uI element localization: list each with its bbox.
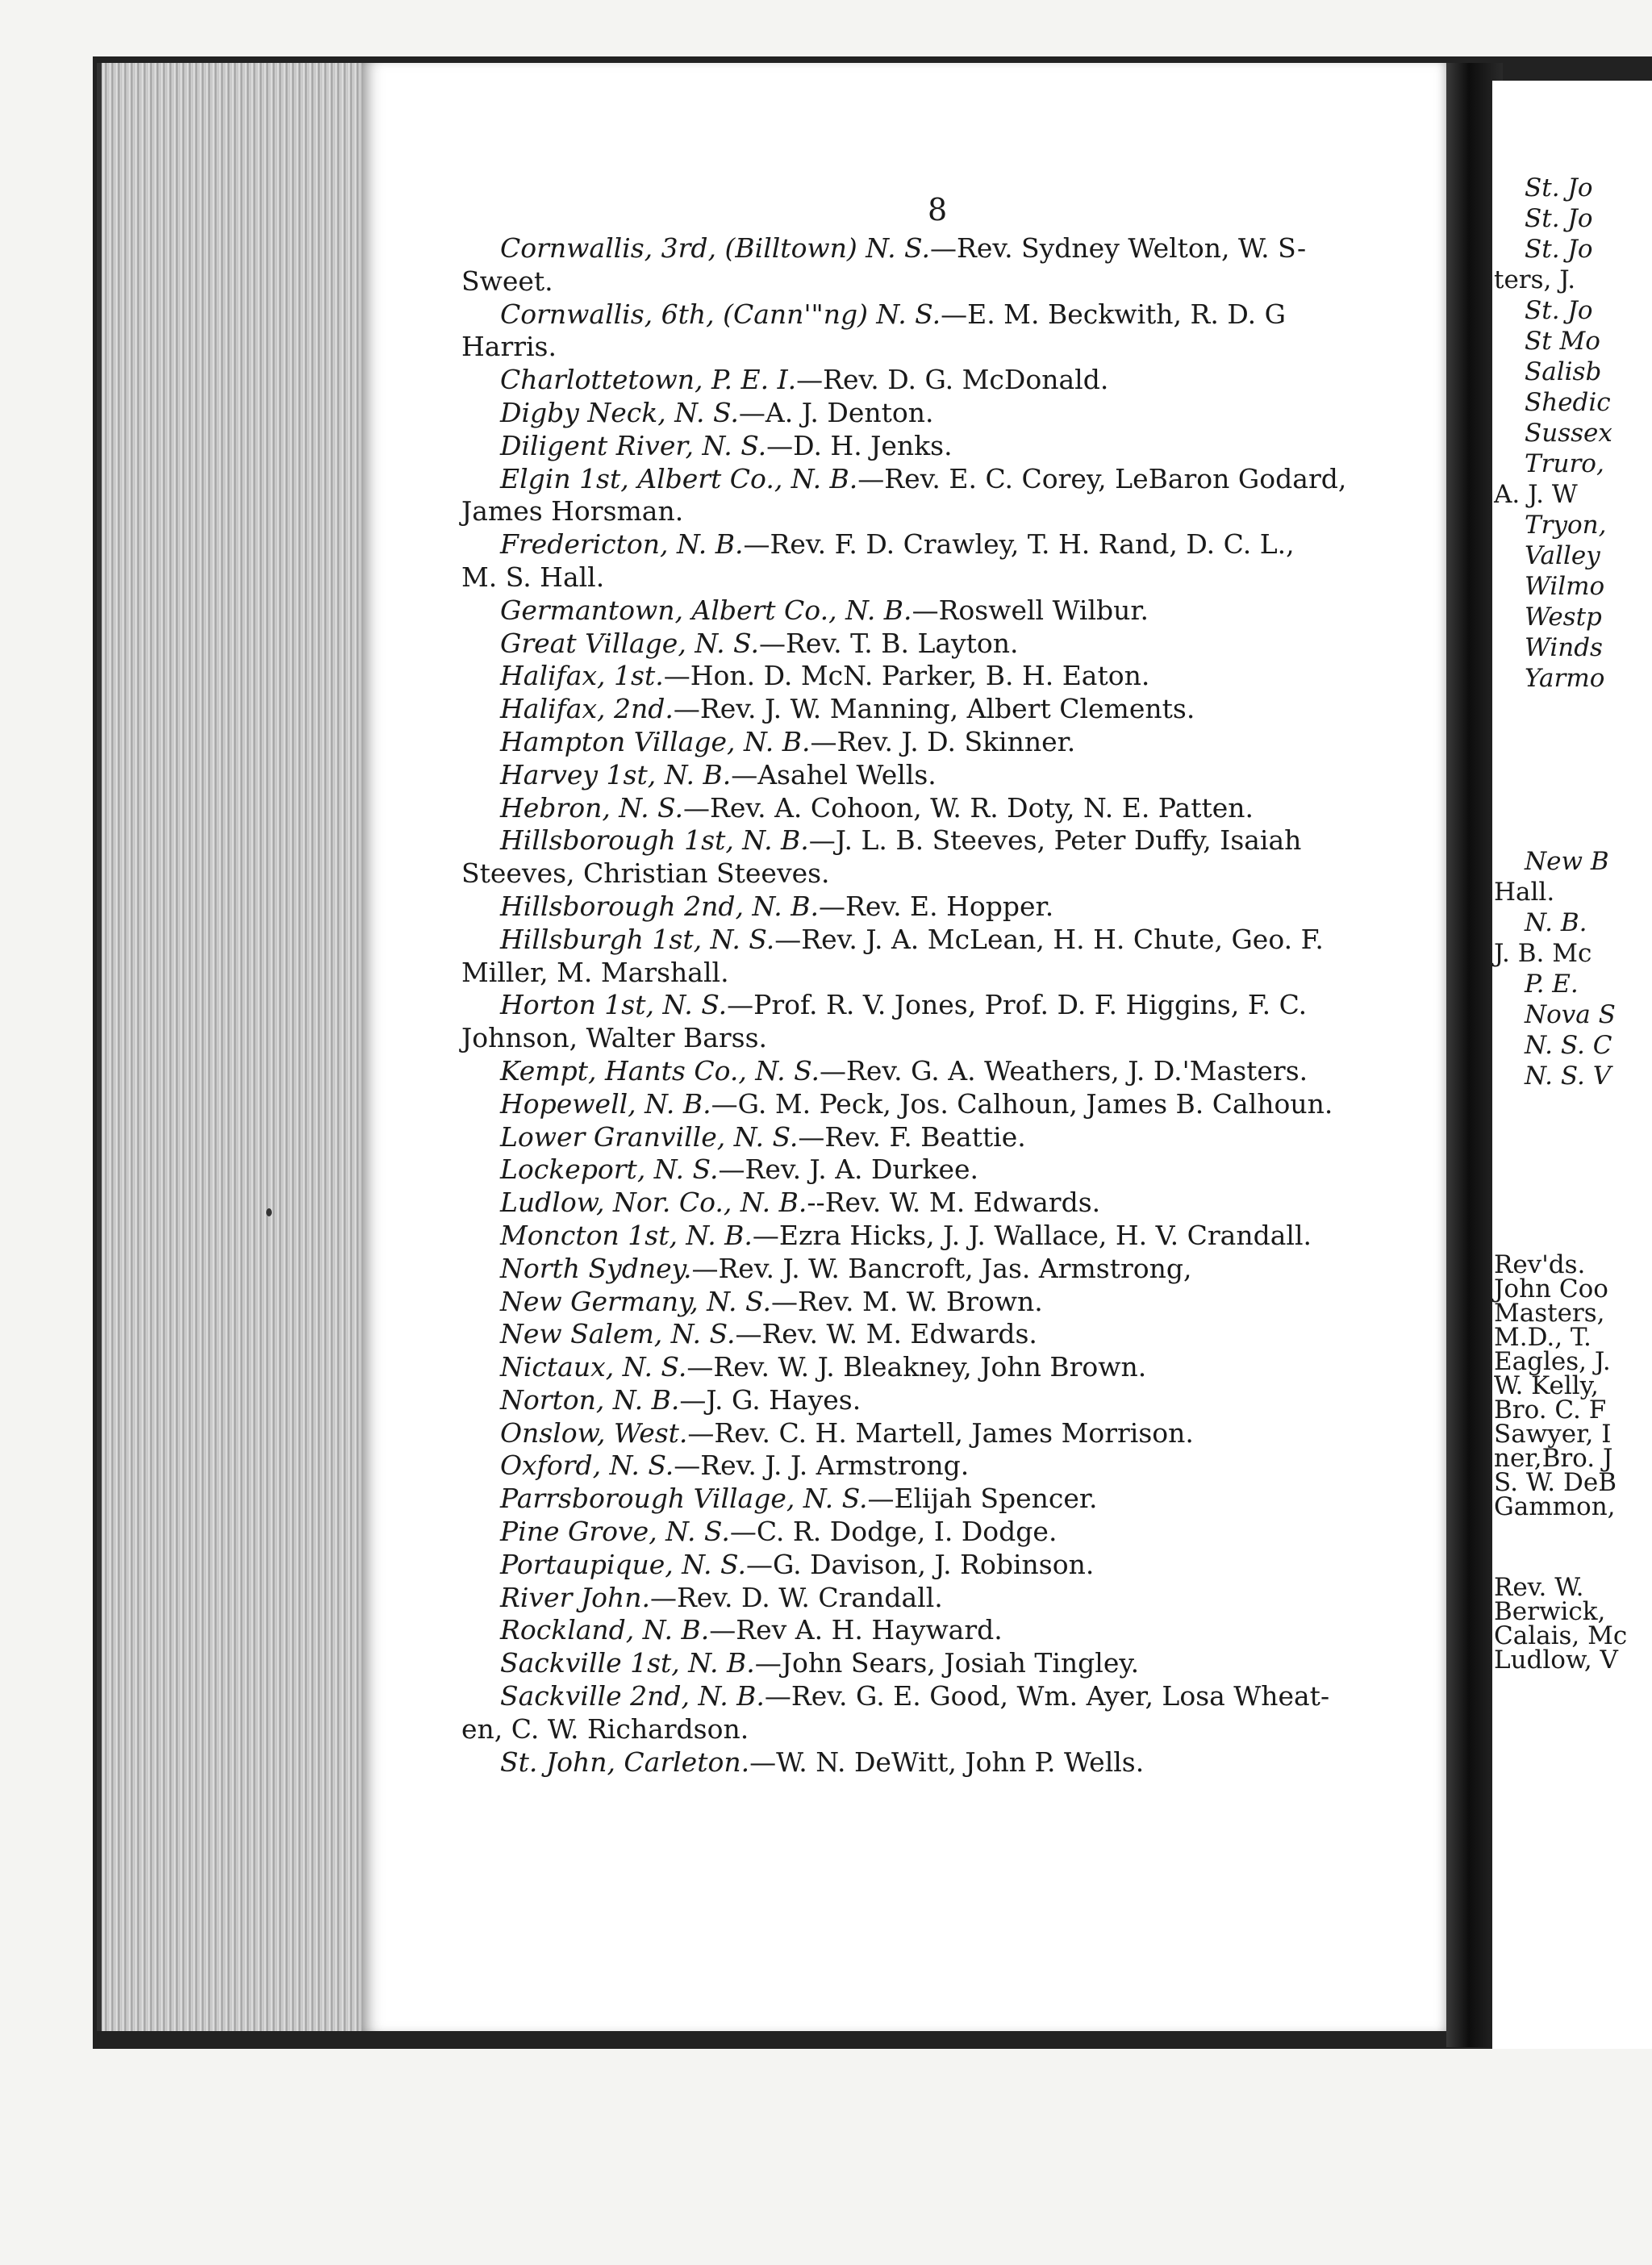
facing-page-fragment: Calais, Mc bbox=[1494, 1621, 1628, 1650]
entry-place: North Sydney. bbox=[500, 1252, 692, 1284]
entry-names: —Rev. T. B. Layton. bbox=[758, 627, 1019, 659]
facing-page-fragment: John Coo bbox=[1494, 1274, 1608, 1304]
facing-page-fragment: Truro, bbox=[1525, 449, 1604, 478]
facing-page-fragment: Salisb bbox=[1525, 357, 1602, 386]
entry-line bbox=[484, 1450, 1428, 1483]
facing-page-fragment: Rev'ds. bbox=[1494, 1250, 1586, 1279]
entry-place: Nictaux, N. S. bbox=[500, 1351, 687, 1383]
entry-names: —Rev. C. H. Martell, James Morrison. bbox=[687, 1416, 1194, 1449]
entry-place: Cornwallis, 3rd, (Billtown) N. S. bbox=[500, 232, 930, 264]
facing-page-fragment: Hall. bbox=[1494, 878, 1555, 907]
entry-names: James Horsman. bbox=[461, 495, 684, 528]
entry-names: —E. M. Beckwith, R. D. G bbox=[941, 298, 1286, 330]
entry-names: —Rev. D. G. McDonald. bbox=[796, 364, 1109, 396]
facing-page-fragment: S. W. DeB bbox=[1494, 1468, 1617, 1497]
entry-line bbox=[484, 1253, 1428, 1286]
entry-place: Fredericton, N. B. bbox=[500, 528, 744, 561]
entry-line bbox=[484, 924, 1428, 957]
entry-place: Pine Grove, N. S. bbox=[500, 1516, 730, 1548]
entry-place: Hebron, N. S. bbox=[500, 791, 683, 824]
entry-place: Oxford, N. S. bbox=[500, 1450, 674, 1482]
facing-page-fragment: St. Jo bbox=[1525, 235, 1593, 264]
entry-names: —J. G. Hayes. bbox=[679, 1383, 861, 1416]
entry-names: —Ezra Hicks, J. J. Wallace, H. V. Crandall. bbox=[752, 1219, 1312, 1251]
entry-line bbox=[484, 660, 1428, 693]
entry-line bbox=[461, 1713, 1428, 1746]
entry-line bbox=[484, 1384, 1428, 1417]
facing-page-fragment: Shedic bbox=[1525, 388, 1611, 417]
entry-place: Portaupique, N. S. bbox=[500, 1548, 746, 1580]
facing-page-fragment: St. Jo bbox=[1525, 173, 1593, 202]
entry-place: Sackville 2nd, N. B. bbox=[500, 1680, 765, 1712]
entry-line bbox=[461, 265, 1428, 298]
entry-place: New Salem, N. S. bbox=[500, 1318, 736, 1350]
facing-page-fragment: St. Jo bbox=[1525, 204, 1593, 233]
entry-line bbox=[484, 1549, 1428, 1582]
entry-names: —Rev. G. E. Good, Wm. Ayer, Losa Wheat- bbox=[764, 1680, 1330, 1712]
entry-names: —Rev. W. J. Bleakney, John Brown. bbox=[686, 1351, 1147, 1383]
entry-place: River John. bbox=[500, 1581, 650, 1613]
entry-line bbox=[484, 298, 1428, 332]
entry-place: Hillsburgh 1st, N. S. bbox=[500, 923, 775, 955]
entry-place: Rockland, N. B. bbox=[500, 1614, 710, 1646]
entry-line bbox=[484, 628, 1428, 661]
entry-names: —A. J. Denton. bbox=[738, 396, 934, 428]
facing-page-fragment: Eagles, J. bbox=[1494, 1347, 1611, 1376]
entry-place: Horton 1st, N. S. bbox=[500, 989, 728, 1021]
entry-place: Halifax, 1st. bbox=[500, 660, 664, 692]
entry-place: Digby Neck, N. S. bbox=[500, 396, 739, 428]
facing-page-fragment: Gammon, bbox=[1494, 1492, 1616, 1521]
entry-line bbox=[484, 891, 1428, 924]
facing-page-fragment: Berwick, bbox=[1494, 1597, 1606, 1626]
facing-page-fragment: A. J. W bbox=[1494, 480, 1578, 509]
entry-place: Parrsborough Village, N. S. bbox=[500, 1483, 868, 1515]
entry-line bbox=[484, 1318, 1428, 1351]
entry-place: Elgin 1st, Albert Co., N. B. bbox=[500, 462, 858, 494]
entry-line bbox=[461, 1022, 1428, 1055]
entry-line bbox=[484, 824, 1428, 857]
entry-place: Moncton 1st, N. B. bbox=[500, 1219, 753, 1251]
entry-line bbox=[484, 232, 1428, 265]
facing-page-fragment: New B bbox=[1525, 847, 1609, 876]
facing-page-fragment: P. E. bbox=[1525, 970, 1579, 999]
entry-names: —J. L. B. Steeves, Peter Duffy, Isaiah bbox=[808, 824, 1302, 857]
entry-line bbox=[484, 1187, 1428, 1220]
entry-names: —Rev. M. W. Brown. bbox=[770, 1285, 1043, 1317]
entry-line bbox=[484, 1614, 1428, 1647]
facing-page-fragment: St Mo bbox=[1525, 327, 1600, 356]
entry-line bbox=[484, 693, 1428, 726]
entry-place: Kempt, Hants Co., N. S. bbox=[500, 1054, 820, 1087]
entry-names: —W. N. DeWitt, John P. Wells. bbox=[749, 1746, 1145, 1778]
entry-names: —Rev. E. C. Corey, LeBaron Godard, bbox=[857, 462, 1347, 494]
entry-line bbox=[484, 430, 1428, 463]
entry-place: Hillsborough 2nd, N. B. bbox=[500, 890, 819, 922]
entry-place: Hopewell, N. B. bbox=[500, 1087, 711, 1120]
facing-page-fragment: Masters, bbox=[1494, 1299, 1605, 1328]
facing-page-fragment: Valley bbox=[1525, 541, 1600, 570]
entry-names: —Rev. Sydney Welton, W. S- bbox=[929, 232, 1307, 264]
entry-line bbox=[484, 463, 1428, 496]
entry-names: —C. R. Dodge, I. Dodge. bbox=[729, 1516, 1058, 1548]
entry-names: —Roswell Wilbur. bbox=[912, 594, 1149, 626]
entry-line bbox=[484, 1055, 1428, 1088]
entry-names: —Rev. J. J. Armstrong. bbox=[674, 1450, 970, 1482]
entry-names: en, C. W. Richardson. bbox=[461, 1712, 749, 1745]
entry-line bbox=[484, 1516, 1428, 1549]
entry-line bbox=[461, 857, 1428, 891]
entry-line bbox=[484, 989, 1428, 1022]
page-edges bbox=[97, 63, 368, 2031]
entry-names: Sweet. bbox=[461, 265, 553, 297]
entry-place: Halifax, 2nd. bbox=[500, 693, 674, 725]
entry-names: —Rev. F. Beattie. bbox=[798, 1120, 1026, 1153]
church-entries bbox=[461, 232, 1428, 1779]
entry-names: —Rev. W. M. Edwards. bbox=[735, 1318, 1037, 1350]
facing-page-fragment: ner,Bro. J bbox=[1494, 1444, 1613, 1473]
facing-page-fragment: Sussex bbox=[1525, 419, 1612, 448]
facing-page-fragment: N. B. bbox=[1525, 908, 1587, 937]
entry-line bbox=[461, 561, 1428, 594]
entry-names: —Elijah Spencer. bbox=[867, 1483, 1098, 1515]
facing-page-fragment: Sawyer, I bbox=[1494, 1420, 1612, 1449]
entry-line bbox=[484, 594, 1428, 628]
entry-names: —G. Davison, J. Robinson. bbox=[745, 1548, 1095, 1580]
entry-line bbox=[484, 1286, 1428, 1319]
entry-place: Lockeport, N. S. bbox=[500, 1153, 719, 1186]
entry-place: Ludlow, Nor. Co., N. B. bbox=[500, 1187, 807, 1219]
entry-line bbox=[484, 1582, 1428, 1615]
entry-place: Harvey 1st, N. B. bbox=[500, 758, 732, 790]
entry-names: —Rev. J. A. McLean, H. H. Chute, Geo. F. bbox=[774, 923, 1324, 955]
entry-line bbox=[484, 726, 1428, 759]
entry-line bbox=[484, 1121, 1428, 1154]
entry-line bbox=[484, 1220, 1428, 1253]
entry-place: Charlottetown, P. E. I. bbox=[500, 364, 797, 396]
margin-speck bbox=[266, 1208, 272, 1216]
entry-names: —Rev. J. W. Bancroft, Jas. Armstrong, bbox=[691, 1252, 1192, 1284]
entry-names: —Rev. J. D. Skinner. bbox=[810, 725, 1076, 757]
entry-line bbox=[484, 528, 1428, 561]
entry-names: —Rev A. H. Hayward. bbox=[709, 1614, 1003, 1646]
entry-line bbox=[484, 792, 1428, 825]
entry-line bbox=[484, 759, 1428, 792]
entry-line bbox=[484, 1351, 1428, 1384]
entry-line bbox=[461, 495, 1428, 528]
entry-names: —John Sears, Josiah Tingley. bbox=[754, 1647, 1140, 1679]
facing-page-fragment: Yarmo bbox=[1525, 664, 1605, 693]
entry-place: Great Village, N. S. bbox=[500, 627, 759, 659]
facing-page-fragment: W. Kelly, bbox=[1494, 1371, 1599, 1400]
facing-page-fragment: M.D., T. bbox=[1494, 1323, 1592, 1352]
facing-page-fragment: Westp bbox=[1525, 603, 1602, 632]
facing-page-fragment: N. S. V bbox=[1525, 1062, 1612, 1091]
facing-page-fragment: Winds bbox=[1525, 633, 1603, 662]
entry-names: M. S. Hall. bbox=[461, 561, 605, 593]
entry-names: —Asahel Wells. bbox=[731, 758, 937, 790]
facing-page-fragment: Tryon, bbox=[1525, 511, 1607, 540]
entry-place: St. John, Carleton. bbox=[500, 1746, 750, 1778]
entry-names: —Rev. A. Cohoon, W. R. Doty, N. E. Patten. bbox=[682, 791, 1254, 824]
entry-names: Miller, M. Marshall. bbox=[461, 956, 729, 988]
entry-line bbox=[484, 1483, 1428, 1516]
entry-line bbox=[484, 1746, 1428, 1779]
entry-place: Sackville 1st, N. B. bbox=[500, 1647, 755, 1679]
entry-place: Hillsborough 1st, N. B. bbox=[500, 824, 809, 857]
facing-page bbox=[1492, 81, 1652, 2049]
page-number: 8 bbox=[928, 192, 948, 227]
facing-page-fragment: Rev. W. bbox=[1494, 1573, 1584, 1602]
entry-line bbox=[484, 1153, 1428, 1187]
entry-names: —Rev. D. W. Crandall. bbox=[649, 1581, 943, 1613]
entry-line bbox=[484, 1417, 1428, 1450]
entry-names: —G. M. Peck, Jos. Calhoun, James B. Calhoun. bbox=[711, 1087, 1333, 1120]
facing-page-fragment: J. B. Mc bbox=[1494, 939, 1592, 968]
entry-line bbox=[484, 1088, 1428, 1121]
facing-page-fragment: Nova S bbox=[1525, 1000, 1616, 1029]
entry-line bbox=[461, 331, 1428, 364]
entry-names: —D. H. Jenks. bbox=[766, 429, 953, 461]
entry-place: New Germany, N. S. bbox=[500, 1285, 771, 1317]
entry-names: —Rev. F. D. Crawley, T. H. Rand, D. C. L., bbox=[743, 528, 1295, 561]
entry-place: Norton, N. B. bbox=[500, 1383, 680, 1416]
entry-place: Germantown, Albert Co., N. B. bbox=[500, 594, 912, 626]
entry-line bbox=[484, 1647, 1428, 1680]
entry-names: —Rev. E. Hopper. bbox=[818, 890, 1054, 922]
entry-place: Lower Granville, N. S. bbox=[500, 1120, 799, 1153]
facing-page-fragment: Bro. C. F bbox=[1494, 1395, 1607, 1424]
entry-names: Steeves, Christian Steeves. bbox=[461, 857, 830, 890]
entry-names: —Rev. J. A. Durkee. bbox=[718, 1153, 979, 1186]
facing-page-fragment: ters, J. bbox=[1494, 265, 1576, 294]
facing-page-fragment: N. S. C bbox=[1525, 1031, 1612, 1060]
entry-place: Cornwallis, 6th, (Cann'"ng) N. S. bbox=[500, 298, 941, 330]
entry-names: —Rev. J. W. Manning, Albert Clements. bbox=[673, 693, 1195, 725]
entry-names: --Rev. W. M. Edwards. bbox=[807, 1187, 1101, 1219]
facing-page-fragment: St. Jo bbox=[1525, 296, 1593, 325]
entry-names: Johnson, Walter Barss. bbox=[461, 1022, 768, 1054]
facing-page-fragment: Wilmo bbox=[1525, 572, 1605, 601]
entry-names: —Prof. R. V. Jones, Prof. D. F. Higgins, F. C. bbox=[727, 989, 1308, 1021]
entry-line bbox=[461, 957, 1428, 990]
entry-line bbox=[484, 397, 1428, 430]
facing-page-fragment: Ludlow, V bbox=[1494, 1646, 1618, 1675]
entry-line bbox=[484, 1680, 1428, 1713]
entry-names: Harris. bbox=[461, 331, 557, 363]
entry-names: —Rev. G. A. Weathers, J. D.'Masters. bbox=[820, 1054, 1308, 1087]
entry-line bbox=[484, 364, 1428, 397]
entry-names: —Hon. D. McN. Parker, B. H. Eaton. bbox=[663, 660, 1150, 692]
entry-place: Diligent River, N. S. bbox=[500, 429, 767, 461]
entry-place: Hampton Village, N. B. bbox=[500, 725, 811, 757]
entry-place: Onslow, West. bbox=[500, 1416, 688, 1449]
